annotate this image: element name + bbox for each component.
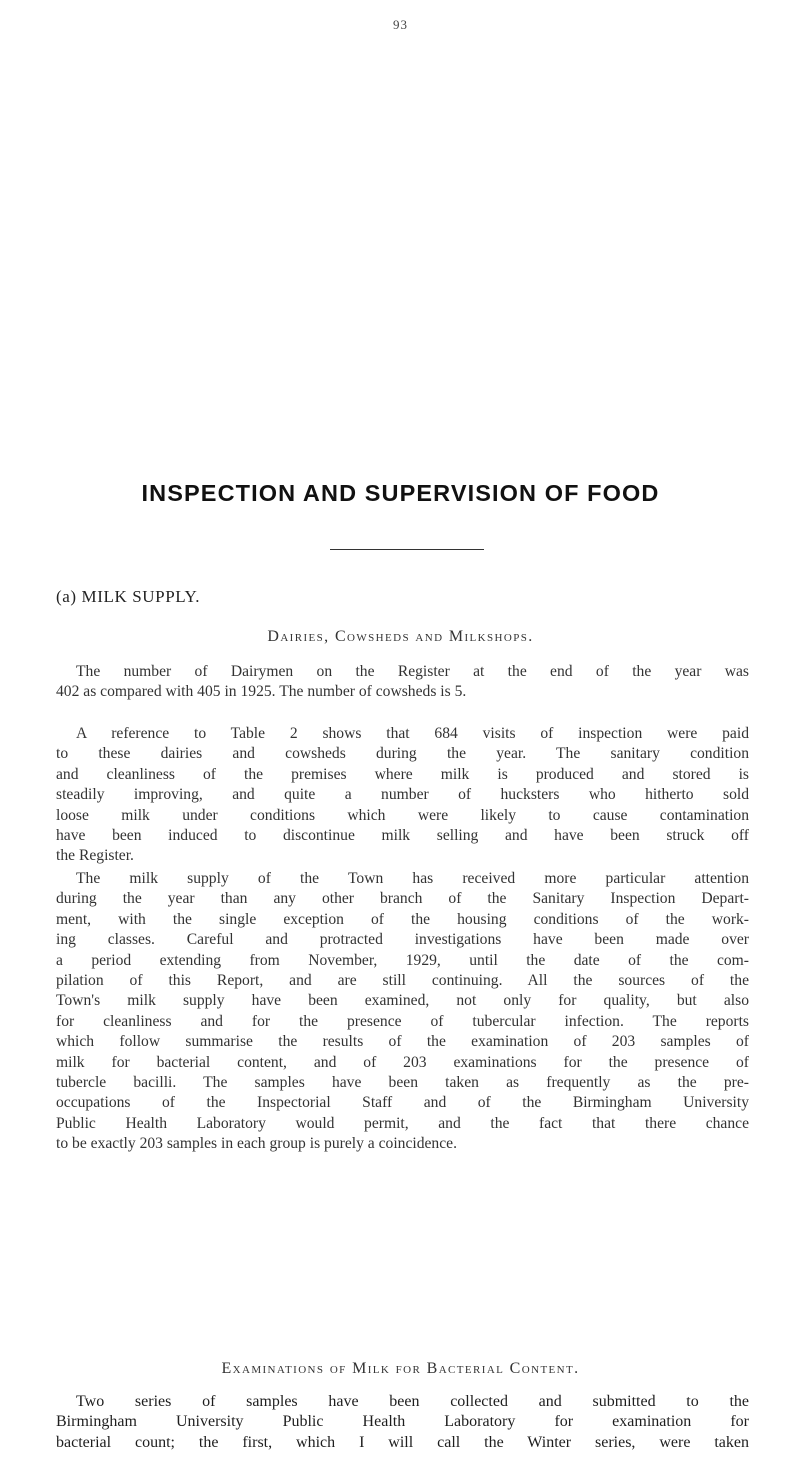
- text-line: for cleanliness and for the presence of tubercular infection. The reports: [56, 1012, 749, 1030]
- text-line: A reference to Table 2 shows that 684 visits of inspection were paid: [76, 725, 749, 742]
- page-number: 93: [393, 17, 408, 32]
- text-line: The milk supply of the Town has received more particular attention: [76, 870, 749, 887]
- text-line: which follow summarise the results of the examination of 203 samples of: [56, 1033, 749, 1051]
- text-line: and cleanliness of the premises where milk is produced and stored is: [56, 765, 749, 783]
- paragraph-inspection-visits: [56, 724, 749, 867]
- paragraph-milk-supply: [56, 869, 749, 1155]
- paragraph-dairymen: [56, 662, 749, 703]
- text-line: a period extending from November, 1929, until the date of the com-: [56, 951, 749, 969]
- text-line: ment, with the single exception of the housing conditions of the work-: [56, 910, 749, 928]
- text-line: bacterial count; the first, which I will call the Winter series, were taken: [56, 1433, 749, 1451]
- text-line: pilation of this Report, and are still continuing. All the sources of the: [56, 972, 749, 990]
- text-line: ing classes. Careful and protracted investigations have been made over: [56, 931, 749, 949]
- subheading-dairies: Dairies, Cowsheds and Milkshops.: [267, 628, 534, 645]
- text-line: loose milk under conditions which were likely to cause contamination: [56, 806, 749, 824]
- text-line: during the year than any other branch of the Sanitary Inspection Depart-: [56, 890, 749, 908]
- text-line: occupations of the Inspectorial Staff and of the Birmingham University: [56, 1094, 749, 1112]
- text-line: 402 as compared with 405 in 1925. The number of cowsheds is 5.: [56, 683, 467, 701]
- title-divider: [330, 549, 484, 550]
- text-line: to be exactly 203 samples in each group is purely a coincidence.: [56, 1135, 457, 1153]
- text-line: tubercle bacilli. The samples have been taken as frequently as the pre-: [56, 1074, 749, 1092]
- text-line: the Register.: [56, 847, 134, 865]
- subheading-bacterial-content: Examinations of Milk for Bacterial Content.: [221, 1360, 580, 1377]
- text-line: Two series of samples have been collected and submitted to the: [76, 1393, 749, 1410]
- text-line: have been induced to discontinue milk selling and have been struck off: [56, 827, 749, 845]
- text-line: The number of Dairymen on the Register at the end of the year was: [76, 663, 749, 680]
- text-line: milk for bacterial content, and of 203 examinations for the presence of: [56, 1053, 749, 1071]
- paragraph-sample-series: [56, 1392, 749, 1453]
- text-line: Town's milk supply have been examined, not only for quality, but also: [56, 992, 749, 1010]
- section-heading: (a) MILK SUPPLY.: [56, 587, 201, 606]
- text-line: steadily improving, and quite a number of hucksters who hitherto sold: [56, 786, 749, 804]
- text-line: Birmingham University Public Health Laboratory for examination for: [56, 1413, 749, 1431]
- text-line: Public Health Laboratory would permit, and the fact that there chance: [56, 1114, 749, 1132]
- text-line: to these dairies and cowsheds during the year. The sanitary condition: [56, 745, 749, 763]
- page-title: INSPECTION AND SUPERVISION OF FOOD: [141, 480, 660, 506]
